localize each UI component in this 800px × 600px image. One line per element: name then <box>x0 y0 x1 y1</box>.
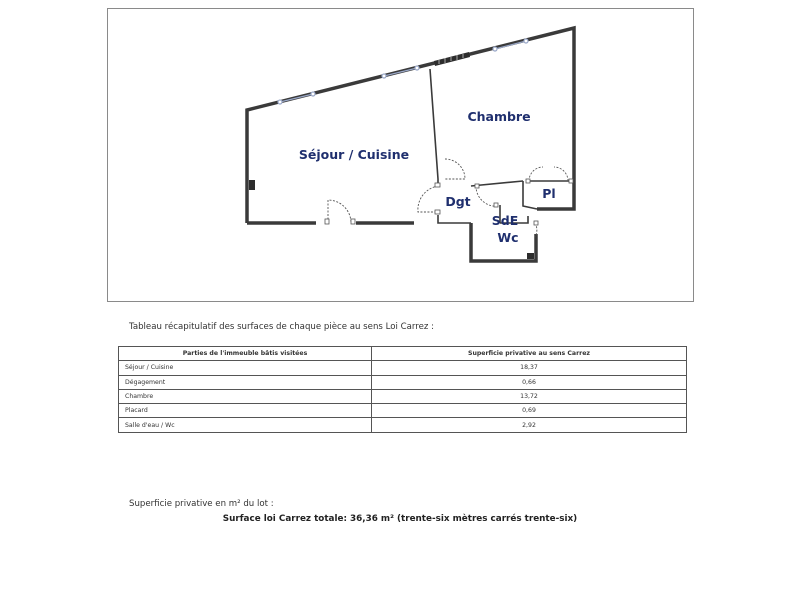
row-value: 2,92 <box>372 418 687 432</box>
wall-placard <box>523 181 537 209</box>
floor-plan-frame <box>107 8 694 302</box>
table-header-superficie: Superficie privative au sens Carrez <box>372 347 687 361</box>
window-3-hinge-b <box>524 39 528 43</box>
row-value: 0,69 <box>372 404 687 418</box>
row-name: Dégagement <box>119 375 372 389</box>
wall-dgt-bottom <box>438 215 471 223</box>
surface-table <box>118 346 687 433</box>
lot-label: Superficie privative en m² du lot : <box>129 499 274 509</box>
floor-plan <box>108 9 695 303</box>
table-header-row <box>119 347 687 361</box>
window-2 <box>384 68 417 76</box>
room-label-wc: Wc <box>497 230 519 245</box>
row-name: Séjour / Cuisine <box>119 361 372 375</box>
window-3-hinge-a <box>493 47 497 51</box>
row-name: Placard <box>119 404 372 418</box>
window-2-hinge-b <box>415 66 419 70</box>
outer-walls <box>247 28 574 261</box>
row-value: 18,37 <box>372 361 687 375</box>
radiator <box>434 52 470 66</box>
room-label-sde: SdE <box>491 213 519 228</box>
summary-intro: Tableau récapitulatif des surfaces de chaque pièce au sens Loi Carrez : <box>129 322 435 332</box>
room-label-sejour: Séjour / Cuisine <box>298 147 410 162</box>
outer-wall-main <box>247 28 574 223</box>
duct-sde <box>527 253 534 259</box>
table-row <box>119 389 687 403</box>
window-1-hinge-b <box>311 92 315 96</box>
door-entry <box>328 200 351 223</box>
window-2-hinge-a <box>382 74 386 78</box>
table-row <box>119 375 687 389</box>
total-surface: Surface loi Carrez totale: 36,36 m² (trente-six mètres carrés trente-six) <box>222 514 578 524</box>
window-1-hinge-a <box>278 100 282 104</box>
table-row <box>119 404 687 418</box>
door-chambre <box>445 159 465 179</box>
row-name: Chambre <box>119 389 372 403</box>
row-value: 13,72 <box>372 389 687 403</box>
wall-sejour-chambre <box>430 69 438 186</box>
room-label-dgt: Dgt <box>445 194 471 209</box>
door-dgt-sejour <box>418 186 438 212</box>
table-row <box>119 418 687 432</box>
table-header-parties: Parties de l'immeuble bâtis visitées <box>119 347 372 361</box>
row-name: Salle d'eau / Wc <box>119 418 372 432</box>
room-label-chambre: Chambre <box>467 109 531 124</box>
door-placard <box>529 167 568 181</box>
room-label-pl: Pl <box>542 186 556 201</box>
table-row <box>119 361 687 375</box>
window-1 <box>280 94 313 102</box>
row-value: 0,66 <box>372 375 687 389</box>
duct-sejour <box>249 180 255 190</box>
